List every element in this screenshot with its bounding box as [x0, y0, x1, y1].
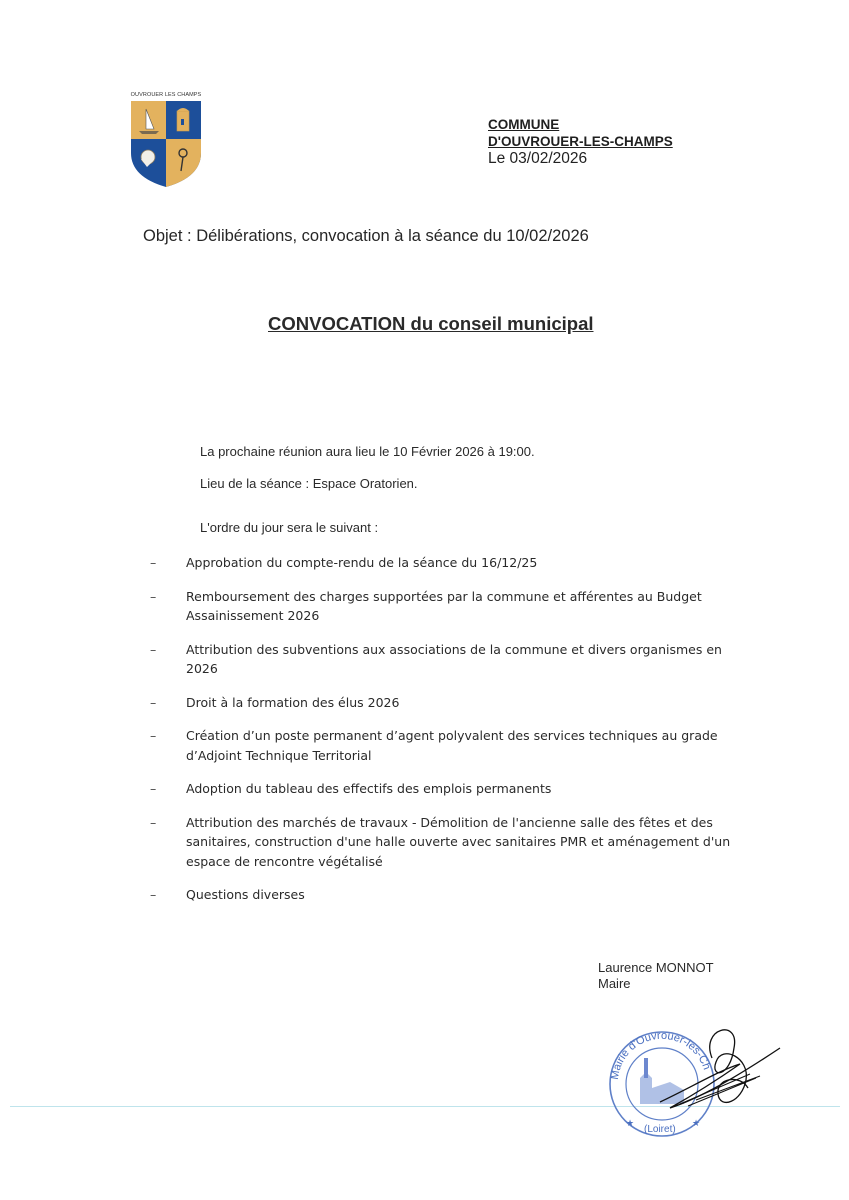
agenda-item: [150, 553, 750, 573]
agenda-item: [150, 885, 750, 905]
official-stamp: [600, 1018, 790, 1143]
signatory: [598, 960, 714, 992]
agenda-item-text: Questions diverses: [186, 887, 305, 902]
stamp-text: Mairie d'Ouvrouer-les-Ch: [608, 1029, 713, 1081]
agenda-item-text: Approbation du compte-rendu de la séance du 16/12/25: [186, 555, 538, 570]
agenda-intro-text: L'ordre du jour sera le suivant :: [200, 520, 379, 535]
meeting-place-text: Lieu de la séance : Espace Oratorien.: [200, 476, 418, 491]
document-date: Le 03/02/2026: [488, 150, 588, 167]
agenda-item-text: Attribution des marchés de travaux - Démolition de l'ancienne salle des fêtes et des sanitaires, construction d'une halle ouverte avec sanitaires PMR et aménagement d'un espace de rencontre végétalisé: [186, 814, 731, 869]
agenda-item: [150, 726, 750, 765]
coat-of-arms-icon: [128, 92, 204, 188]
agenda-item: [150, 779, 750, 799]
agenda-item: [150, 693, 750, 713]
dash-bullet-icon: –: [150, 887, 157, 902]
signatory-role: Maire: [598, 976, 631, 991]
commune-header: [488, 116, 673, 167]
svg-text:★: ★: [692, 1118, 701, 1128]
dash-bullet-icon: –: [150, 814, 157, 830]
handwritten-signature-icon: [600, 1018, 790, 1143]
signatory-name: Laurence MONNOT: [598, 960, 714, 975]
agenda-item-text: Attribution des subventions aux associations de la commune et divers organismes en 2026: [186, 641, 722, 676]
crest-caption: OUVROUER LES CHAMPS: [130, 92, 202, 98]
agenda-item: [150, 813, 750, 872]
dash-bullet-icon: –: [150, 555, 157, 570]
commune-crest: [128, 92, 204, 188]
dash-bullet-icon: –: [150, 641, 157, 657]
svg-text:★: ★: [626, 1118, 635, 1128]
agenda-list: [150, 553, 750, 919]
agenda-item-text: Création d’un poste permanent d’agent polyvalent des services techniques au grade d’Adjoint Technique Territorial: [186, 728, 718, 763]
agenda-item-text: Adoption du tableau des effectifs des emplois permanents: [186, 781, 552, 796]
agenda-item-text: Remboursement des charges supportées par la commune et afférentes au Budget Assainissement 2026: [186, 588, 702, 623]
stamp-region: (Loiret): [644, 1124, 676, 1135]
agenda-item: [150, 587, 750, 626]
document-title: CONVOCATION du conseil municipal: [268, 313, 594, 334]
dash-bullet-icon: –: [150, 781, 157, 796]
crest-quarter-gold-2: [166, 139, 201, 187]
meeting-date-text: La prochaine réunion aura lieu le 10 Février 2026 à 19:00.: [200, 444, 535, 459]
subject-line: Objet : Délibérations, convocation à la séance du 10/02/2026: [143, 227, 589, 245]
commune-name: D'OUVROUER-LES-CHAMPS: [488, 134, 673, 149]
agenda-item-text: Droit à la formation des élus 2026: [186, 694, 400, 710]
agenda-item: [150, 640, 750, 679]
dash-bullet-icon: –: [150, 728, 157, 743]
commune-label: COMMUNE: [488, 117, 560, 132]
dash-bullet-icon: –: [150, 694, 157, 710]
dash-bullet-icon: –: [150, 588, 157, 604]
